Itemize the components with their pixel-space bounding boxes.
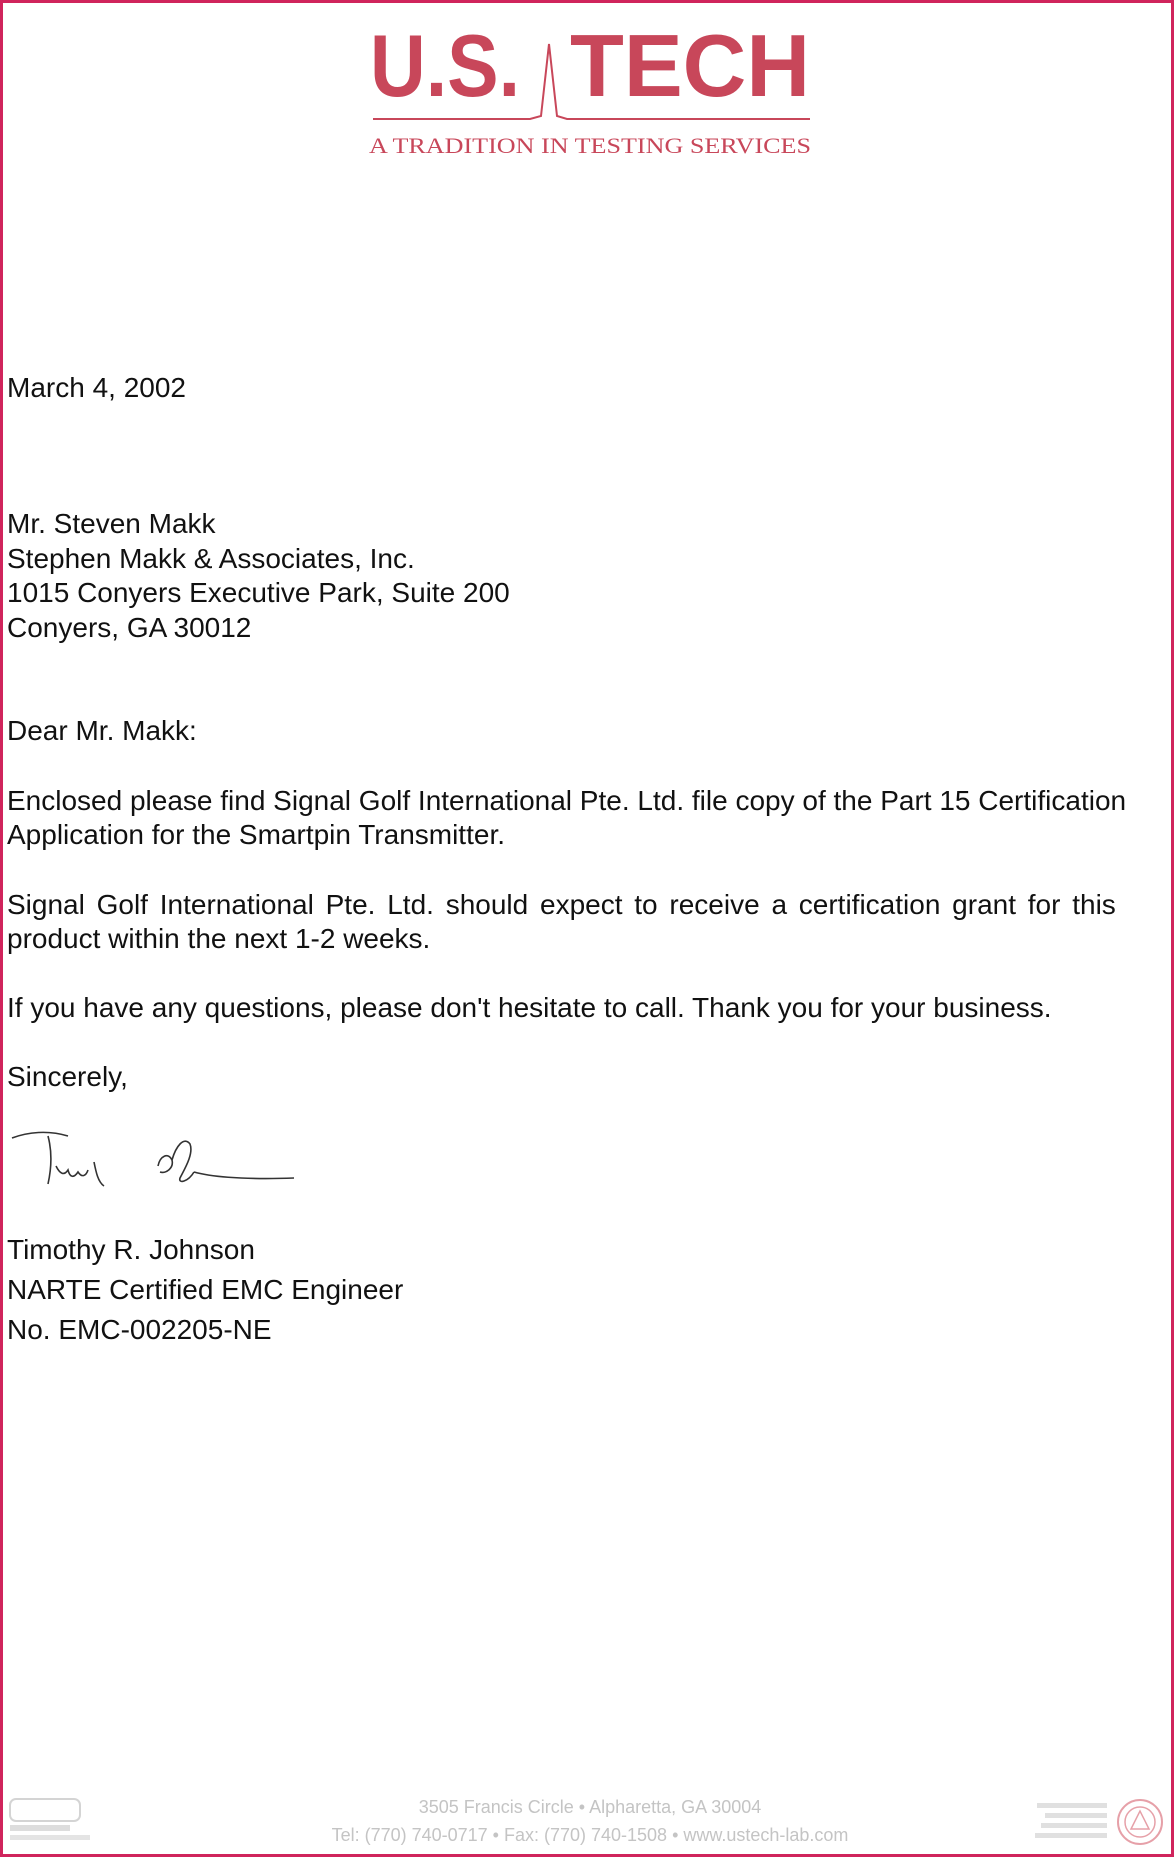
svg-text:A TRADITION IN TESTING SERVICE: A TRADITION IN TESTING SERVICES — [369, 133, 811, 158]
recipient-company: Stephen Makk & Associates, Inc. — [7, 543, 415, 574]
footer-contact: Tel: (770) 740-0717 • Fax: (770) 740-1508 • www.ustech-lab.com — [331, 1825, 849, 1845]
signer-number: No. EMC-002205-NE — [7, 1314, 272, 1345]
certification-seal-icon — [1035, 1795, 1165, 1850]
recipient-city: Conyers, GA 30012 — [7, 612, 252, 643]
signer-title: NARTE Certified EMC Engineer — [7, 1274, 404, 1305]
svg-text:TECH: TECH — [570, 16, 810, 115]
paragraph-1-line-1: Enclosed please find Signal Golf International Pte. Ltd. file copy of the Part 15 Certification — [7, 785, 1127, 816]
recipient-street: 1015 Conyers Executive Park, Suite 200 — [7, 577, 510, 608]
signer-name: Timothy R. Johnson — [7, 1234, 255, 1265]
company-logo — [365, 4, 815, 164]
paragraph-3: If you have any questions, please don't hesitate to call. Thank you for your business. — [7, 992, 1052, 1023]
closing: Sincerely, — [7, 1061, 128, 1092]
letter-date: March 4, 2002 — [7, 372, 186, 403]
paragraph-2-line-2: product within the next 1-2 weeks. — [7, 923, 431, 954]
svg-text:U.S.: U.S. — [370, 16, 520, 115]
signature — [8, 1126, 298, 1206]
paragraph-2-line-1: Signal Golf International Pte. Ltd. should expect to receive a certification grant for this — [7, 889, 1116, 920]
paragraph-1-line-2: Application for the Smartpin Transmitter. — [7, 819, 505, 850]
salutation: Dear Mr. Makk: — [7, 715, 197, 746]
footer-address: 3505 Francis Circle • Alpharetta, GA 30004 — [418, 1797, 762, 1817]
accreditation-logo — [6, 1795, 96, 1850]
recipient-name: Mr. Steven Makk — [7, 508, 216, 539]
